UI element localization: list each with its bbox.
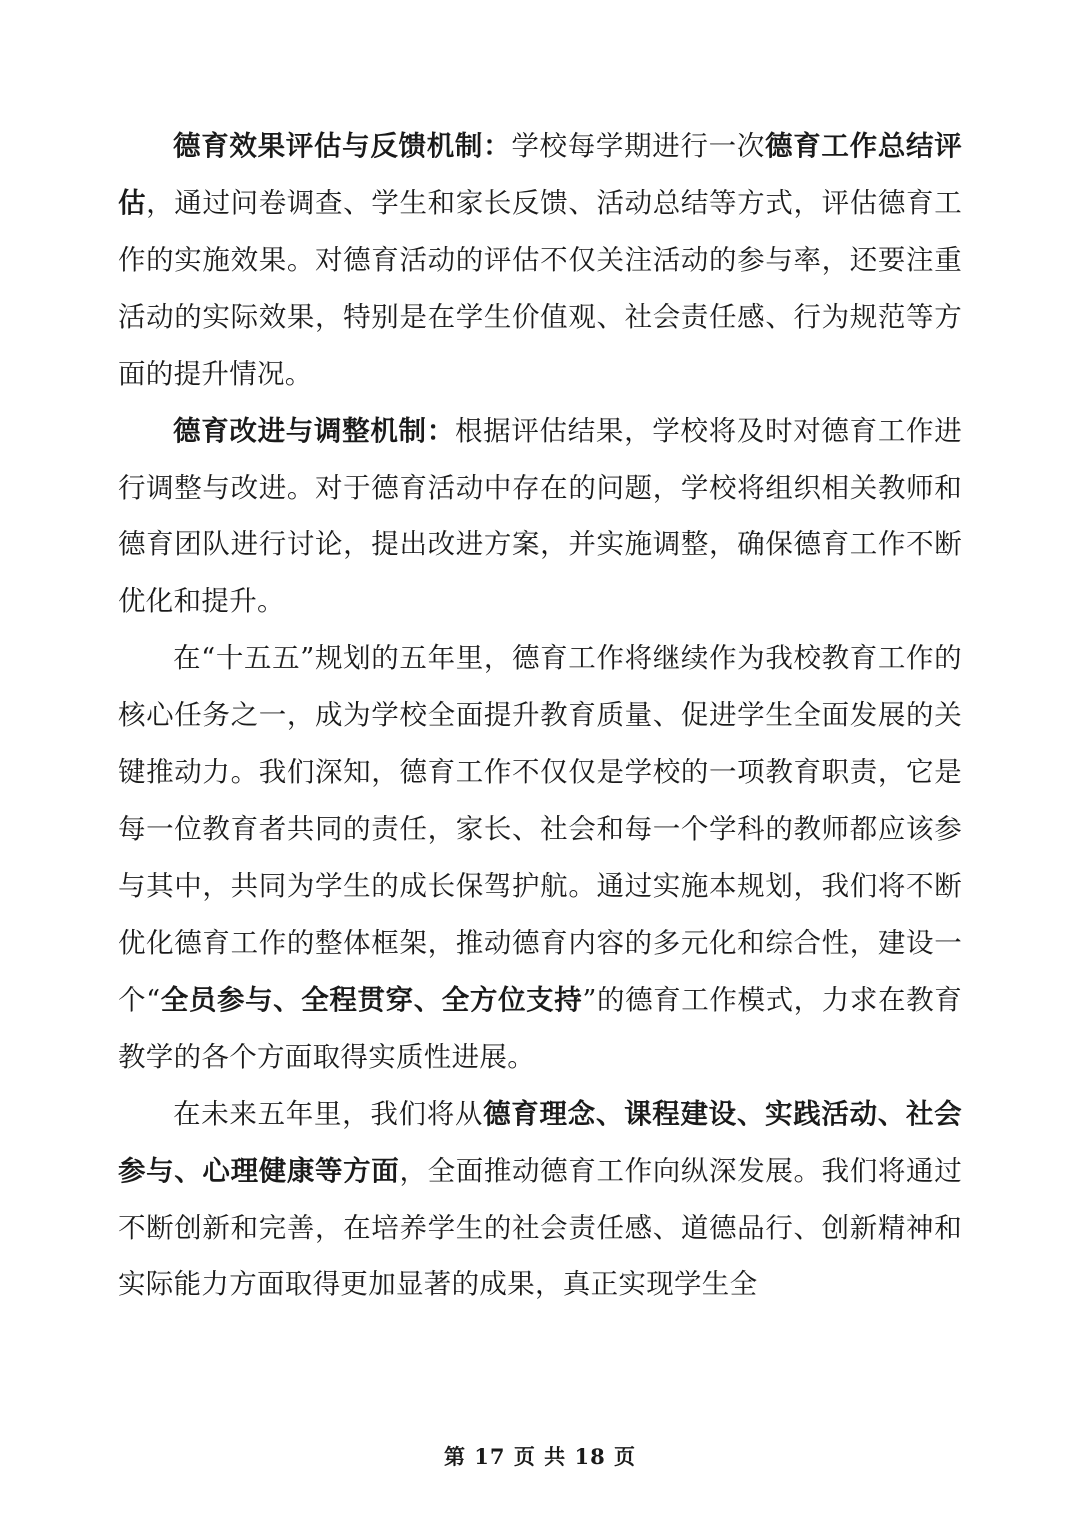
run-text: ”的德育工作模式，力求在教育教学的各个方面取得实质性进展。 xyxy=(118,983,962,1073)
run-bold-emphasis: 德育工作总结评估 xyxy=(118,130,962,219)
run-text: 在“十五五”规划的五年里，德育工作将继续作为我校教育工作的核心任务之一，成为学校全面提升教育质量、促进学生全面发展的关键推动力。我们深知，德育工作不仅仅是学校的一项教育职责，它是每一位教育者共同的责任，家长、社会和每一个学科的教师都应该参与其中，共同为学生的成长保驾护航。通过实施本规划，我们将不断优化德育工作的整体框架，推动德育内容的多元化和综合性，建设一个“ xyxy=(118,642,962,1016)
run-text: 根据评估结果，学校将及时对德育工作进行调整与改进。对于德育活动中存在的问题，学校将组织相关教师和德育团队进行讨论，提出改进方案，并实施调整，确保德育工作不断优化和提升。 xyxy=(118,414,963,618)
run-bold-emphasis: 德育理念、课程建设、实践活动、社会参与、心理健康等方面 xyxy=(118,1097,962,1187)
run-text: 学校每学期进行一次 xyxy=(511,130,766,162)
run-bold-heading: 德育改进与调整机制： xyxy=(173,414,455,447)
run-text: 在未来五年里，我们将从 xyxy=(173,1097,484,1130)
run-text: ，通过问卷调查、学生和家长反馈、活动总结等方式，评估德育工作的实施效果。对德育活动的评估不仅关注活动的参与率，还要注重活动的实际效果，特别是在学生价值观、社会责任感、行为规范等方面的提升情况。 xyxy=(118,186,962,390)
page-footer: 第 17 页 共 18 页 xyxy=(443,1444,636,1469)
paragraph-improvement-adjustment xyxy=(118,403,962,631)
paragraph-evaluation-feedback xyxy=(118,118,962,403)
document-body xyxy=(118,118,962,1313)
paragraph-fifteen-five-plan xyxy=(118,630,962,1085)
paragraph-next-five-years xyxy=(118,1086,962,1314)
run-bold-emphasis: 全员参与、全程贯穿、全方位支持 xyxy=(160,983,583,1016)
run-text: ，全面推动德育工作向纵深发展。我们将通过不断创新和完善，在培养学生的社会责任感、道德品行、创新精神和实际能力方面取得更加显著的成果，真正实现学生全 xyxy=(118,1154,963,1301)
run-bold-heading: 德育效果评估与反馈机制： xyxy=(173,130,512,162)
